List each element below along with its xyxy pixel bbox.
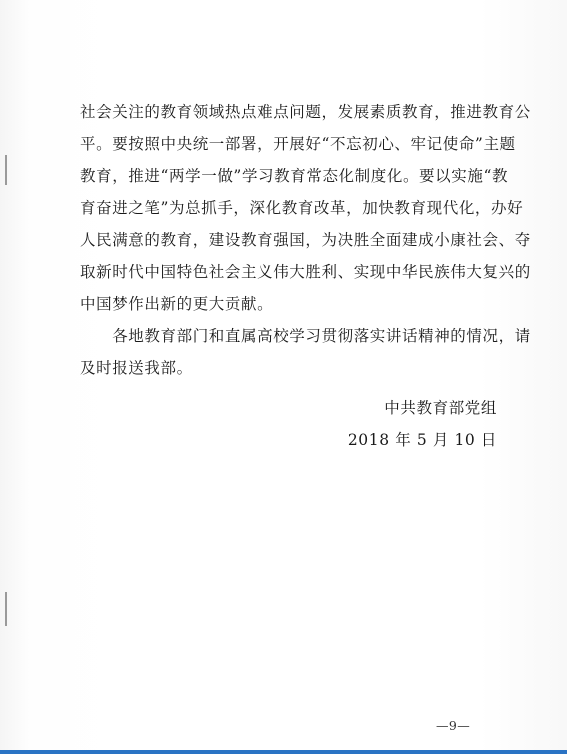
binding-mark <box>5 592 7 626</box>
page-number: —9— <box>436 718 471 733</box>
paragraph-1 <box>80 96 531 320</box>
text-line: 取新时代中国特色社会主义伟大胜利、实现中华民族伟大复兴的 <box>80 263 531 281</box>
text-line: 教育，推进“两学一做”学习教育常态化制度化。要以实施“教 <box>80 167 509 185</box>
signature-organization: 中共教育部党组 <box>384 399 497 417</box>
paragraph-2 <box>80 320 531 384</box>
text-line: 平。要按照中央统一部署，开展好“不忘初心、牢记使命”主题 <box>80 135 516 153</box>
signature-block <box>348 392 497 456</box>
bottom-edge-bar <box>0 750 567 754</box>
text-line: 各地教育部门和直属高校学习贯彻落实讲话精神的情况，请 <box>80 327 531 345</box>
signature-date: 2018 年 5 月 10 日 <box>347 431 497 449</box>
text-line: 社会关注的教育领域热点难点问题，发展素质教育，推进教育公 <box>80 103 531 121</box>
text-line: 及时报送我部。 <box>80 359 193 377</box>
document-body <box>80 96 531 384</box>
binding-mark <box>5 155 7 185</box>
text-line: 人民满意的教育，建设教育强国，为决胜全面建成小康社会、夺 <box>80 231 531 249</box>
text-line: 中国梦作出新的更大贡献。 <box>80 295 274 313</box>
text-line: 育奋进之笔”为总抓手，深化教育改革，加快教育现代化，办好 <box>80 199 524 217</box>
